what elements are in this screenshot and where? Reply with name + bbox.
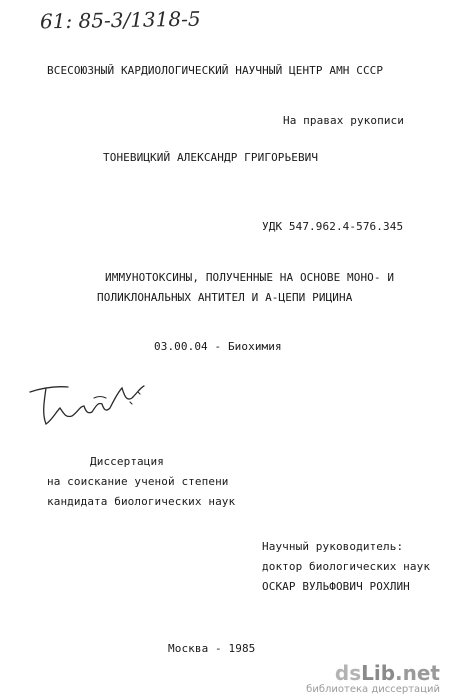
dslib-watermark — [306, 662, 440, 696]
degree-line-3: кандидата биологических наук — [47, 495, 236, 508]
institution-name: ВСЕСОЮЗНЫЙ КАРДИОЛОГИЧЕСКИЙ НАУЧНЫЙ ЦЕНТР АМН СССР — [47, 64, 384, 77]
dslib-logo: dsLib.net — [334, 661, 440, 685]
place-and-year: Москва - 1985 — [168, 642, 256, 655]
author-signature — [22, 362, 152, 432]
manuscript-rights-note: На правах рукописи — [283, 114, 405, 127]
supervisor-label: Научный руководитель: — [262, 540, 404, 553]
author-name: ТОНЕВИЦКИЙ АЛЕКСАНДР ГРИГОРЬЕВИЧ — [103, 151, 319, 164]
udc-code: УДК 547.962.4-576.345 — [262, 220, 404, 233]
dissertation-title-line-2: ПОЛИКЛОНАЛЬНЫХ АНТИТЕЛ И А-ЦЕПИ РИЦИНА — [97, 291, 353, 304]
dslib-tagline: библиотека диссертаций — [306, 684, 440, 695]
archive-shelfmark: 61: 85-3/1318-5 — [39, 6, 201, 34]
supervisor-degree: доктор биологических наук — [262, 560, 431, 573]
dissertation-title-line-1: ИММУНОТОКСИНЫ, ПОЛУЧЕННЫЕ НА ОСНОВЕ МОНО- И — [105, 271, 395, 284]
degree-line-1: Диссертация — [90, 455, 164, 468]
supervisor-name: ОСКАР ВУЛЬФОВИЧ РОХЛИН — [262, 580, 410, 593]
specialty-code: 03.00.04 - Биохимия — [154, 340, 282, 353]
degree-line-2: на соискание ученой степени — [47, 475, 229, 488]
